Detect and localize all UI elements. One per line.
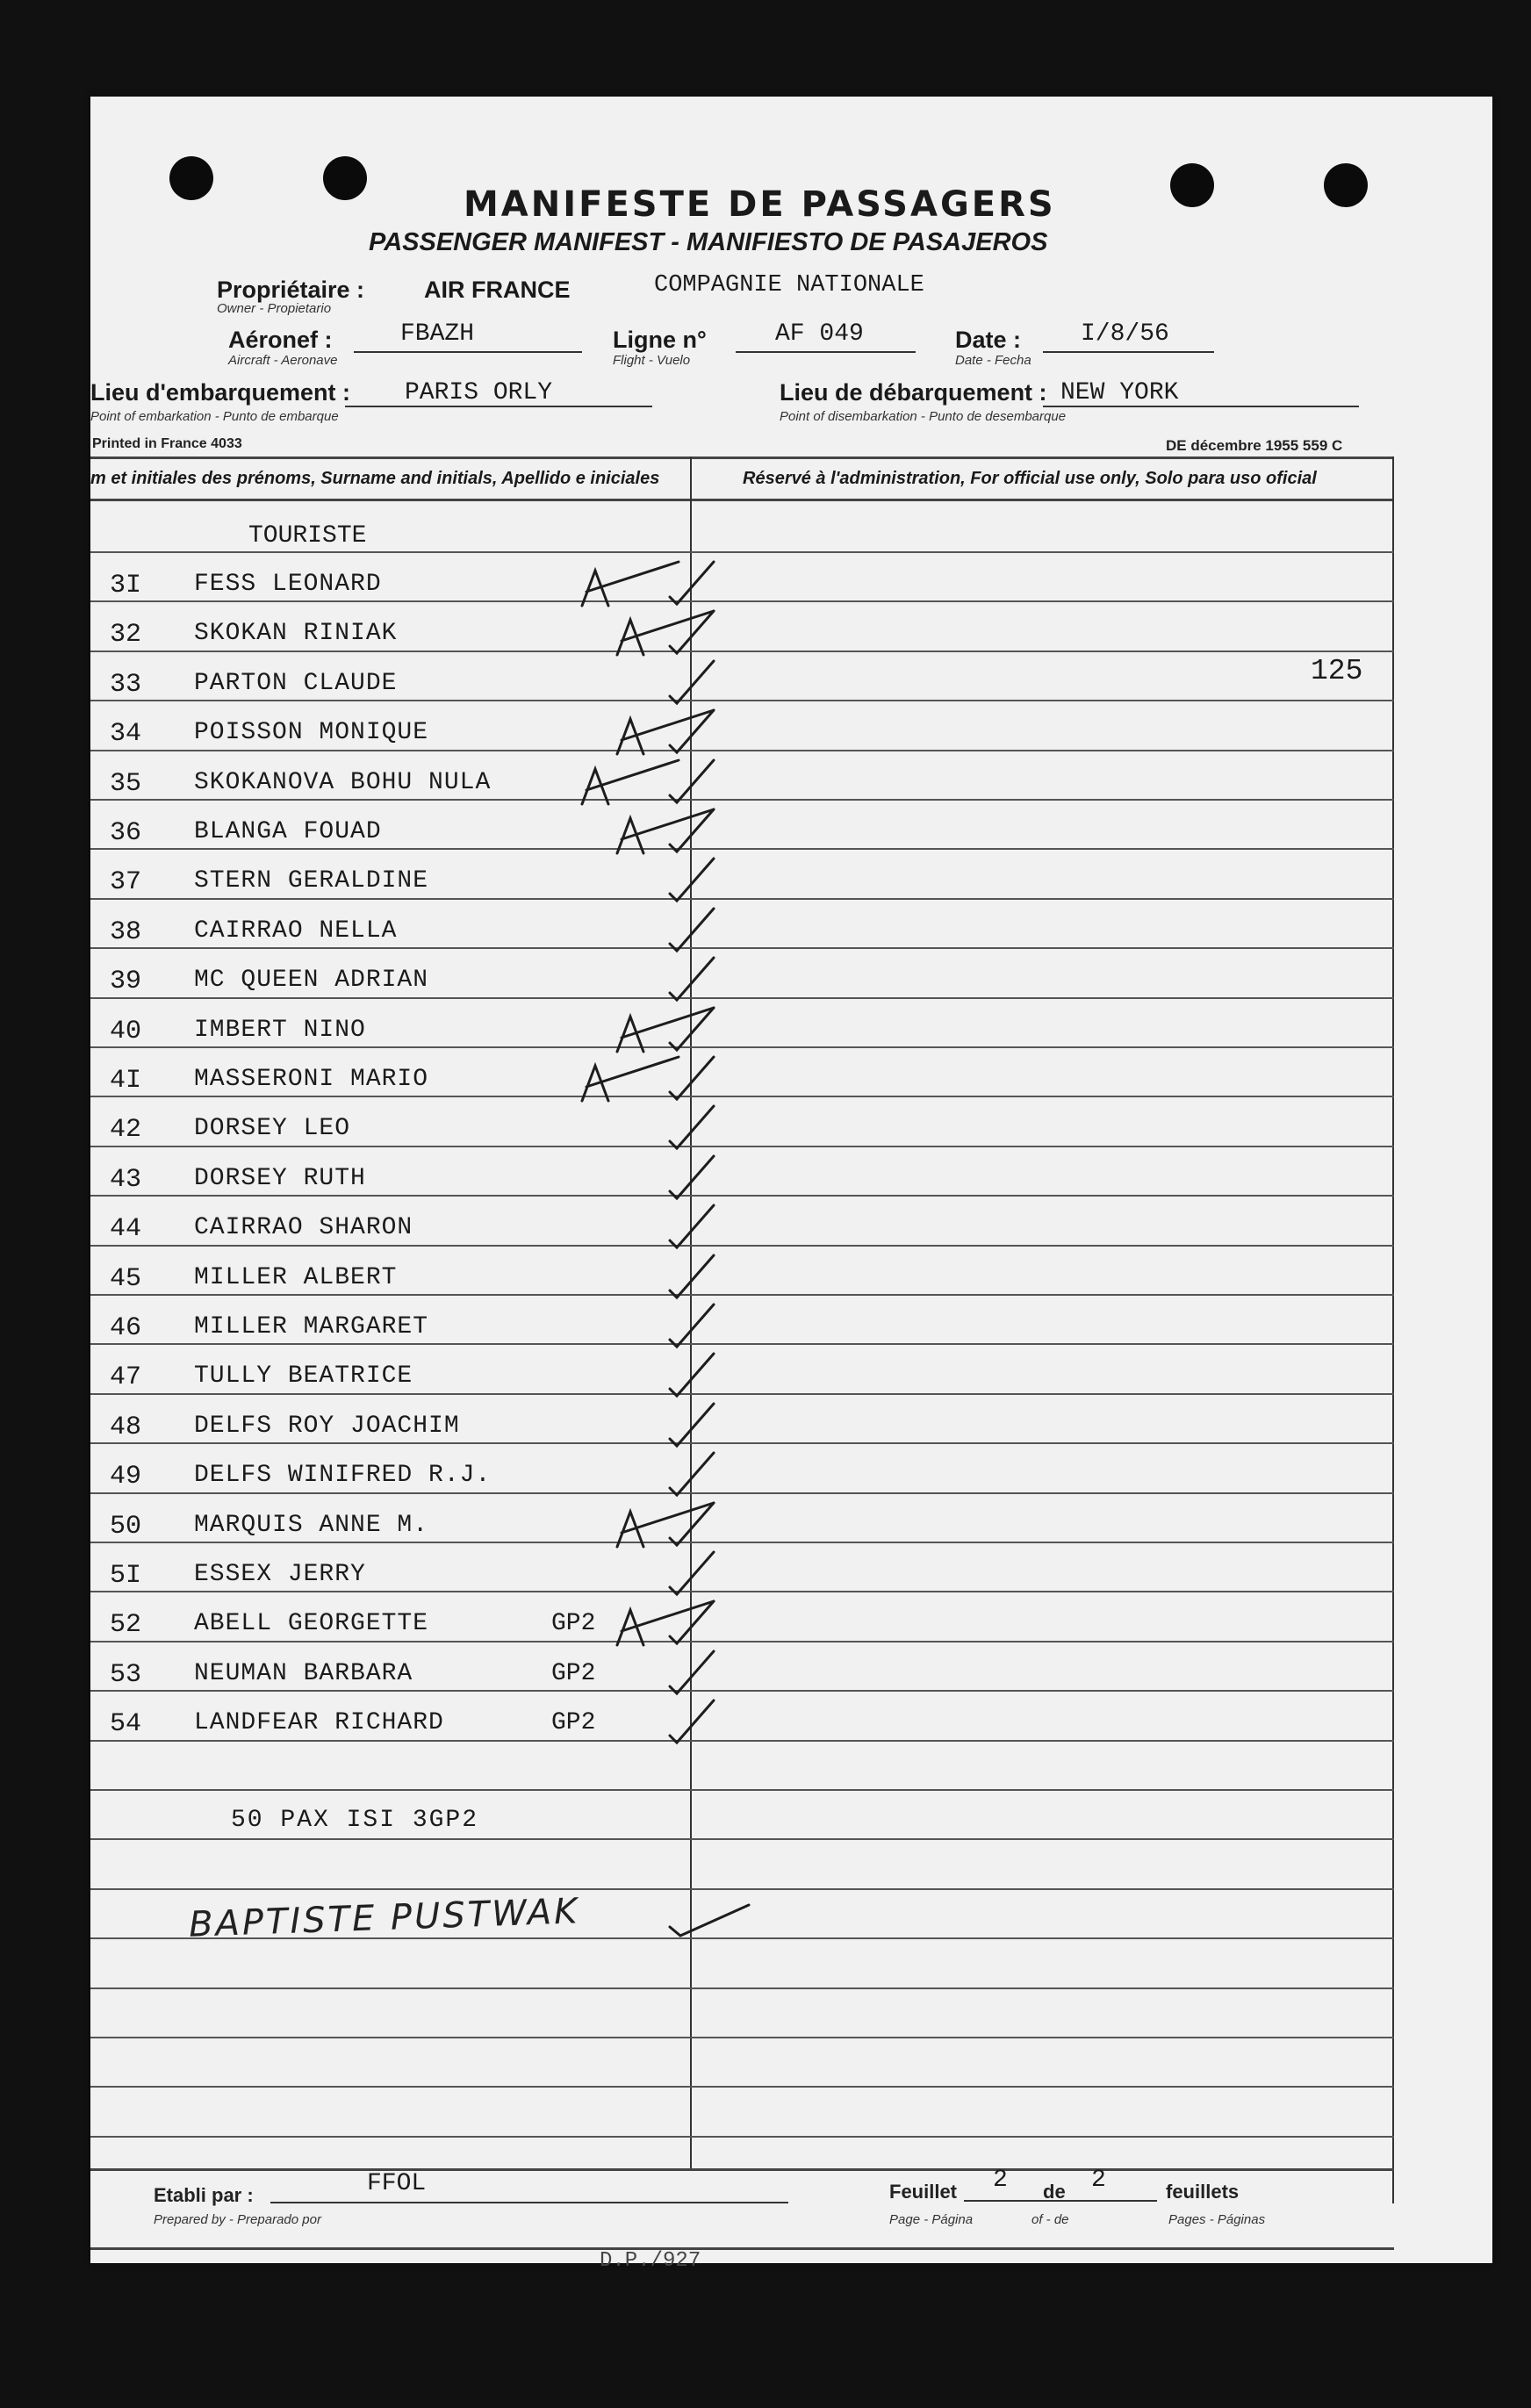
passenger-group: GP2 [551,1709,596,1736]
passenger-number: 46 [110,1313,142,1343]
sheet-sub-page: Page - Página [889,2212,974,2227]
passenger-number: 50 [110,1512,142,1542]
a-mark [617,710,714,754]
check-mark [670,1255,714,1297]
passenger-number: 49 [110,1462,142,1492]
owner-sub: Owner - Propietario [217,301,332,316]
passenger-name: ABELL GEORGETTE [194,1610,429,1637]
a-mark [617,1503,714,1547]
aircraft-value: FBAZH [400,320,475,348]
owner-label: Propriétaire : [217,277,365,303]
a-mark [617,809,714,853]
disembark-label: Lieu de débarquement : [780,379,1047,406]
passenger-name: MARQUIS ANNE M. [194,1512,429,1539]
passenger-number: 39 [110,967,142,996]
prepared-value: FFOL [367,2170,427,2197]
a-mark [582,562,679,606]
check-mark [670,958,714,1000]
form-date-note: DE décembre 1955 559 C [1166,437,1343,454]
passenger-number: 45 [110,1264,142,1294]
check-mark [670,1453,714,1495]
date-label: Date : [955,327,1022,353]
passenger-number: 33 [110,670,142,700]
sheet-sub-pages: Pages - Páginas [1168,2212,1266,2227]
summary-line: 50 PAX ISI 3GP2 [231,1807,479,1834]
column-header-left: m et initiales des prénoms, Surname and initials, Apellido e iniciales [90,469,660,488]
aircraft-label: Aéronef : [228,327,333,353]
handwritten-name: BAPTISTE PUSTWAK [188,1891,581,1945]
passenger-number: 38 [110,917,142,947]
flight-sub: Flight - Vuelo [613,353,691,368]
passenger-name: MASSERONI MARIO [194,1066,429,1093]
passenger-number: 44 [110,1214,142,1244]
passenger-name: STERN GERALDINE [194,867,429,895]
passenger-number: 4I [110,1066,142,1096]
page-subtitle: PASSENGER MANIFEST - MANIFIESTO DE PASAJEROS [369,228,1048,256]
passenger-name: MC QUEEN ADRIAN [194,967,429,994]
passenger-number: 36 [110,818,142,848]
of-label: de [1043,2181,1066,2203]
sheets-label: feuillets [1166,2181,1240,2203]
stamp-number: D.P./927 [600,2249,701,2273]
a-mark [582,760,679,804]
prepared-sub: Prepared by - Preparado por [154,2212,321,2227]
passenger-name: IMBERT NINO [194,1017,366,1044]
owner-typed-value: COMPAGNIE NATIONALE [654,272,924,298]
disembark-sub: Point of disembarkation - Punto de desembarque [780,409,1067,424]
a-mark [582,1057,679,1101]
handwritten-marks [90,97,1492,2263]
aircraft-sub: Aircraft - Aeronave [228,353,338,368]
passenger-number: 40 [110,1017,142,1046]
a-mark [617,1601,714,1645]
passenger-name: MILLER ALBERT [194,1264,398,1291]
page-title: MANIFESTE DE PASSAGERS [464,184,1056,225]
passenger-number: 43 [110,1165,142,1195]
passenger-number: 37 [110,867,142,897]
check-mark [670,1354,714,1396]
passenger-name: PARTON CLAUDE [194,670,398,697]
check-mark [670,1057,714,1099]
sheet-sub-of: of - de [1031,2212,1069,2227]
class-label: TOURISTE [248,522,367,550]
check-mark [670,859,714,901]
passenger-number: 32 [110,620,142,650]
side-number: 125 [1311,655,1363,687]
passenger-name: DORSEY LEO [194,1115,351,1142]
check-mark [670,1305,714,1347]
flight-label: Ligne n° [613,327,707,353]
check-mark [670,1106,714,1148]
column-header-right: Réservé à l'administration, For official use only, Solo para uso oficial [743,469,1317,488]
passenger-name: ESSEX JERRY [194,1561,366,1588]
date-sub: Date - Fecha [955,353,1031,368]
passenger-name: DELFS WINIFRED R.J. [194,1462,492,1489]
passenger-name: CAIRRAO SHARON [194,1214,413,1241]
passenger-name: MILLER MARGARET [194,1313,429,1341]
passenger-name: DORSEY RUTH [194,1165,366,1192]
passenger-number: 54 [110,1709,142,1739]
prepared-label: Etabli par : [154,2184,254,2206]
check-mark [670,661,714,703]
disembark-value: NEW YORK [1060,379,1179,406]
flight-value: AF 049 [775,320,864,348]
passenger-group: GP2 [551,1660,596,1687]
check-mark [670,1156,714,1198]
passenger-name: DELFS ROY JOACHIM [194,1412,460,1440]
passenger-number: 34 [110,719,142,749]
passenger-name: TULLY BEATRICE [194,1362,413,1390]
check-mark [670,909,714,951]
check-mark [670,760,714,802]
sheet-value: 2 [993,2167,1008,2194]
passenger-number: 47 [110,1362,142,1392]
passenger-name: SKOKAN RINIAK [194,620,398,647]
a-mark [617,611,714,655]
passenger-number: 5I [110,1561,142,1591]
check-mark [670,1700,714,1743]
check-mark [670,1651,714,1693]
manifest-sheet [90,97,1492,2273]
sheet-label: Feuillet [889,2181,958,2203]
check-mark [670,1552,714,1594]
check-mark [670,562,714,604]
passenger-name: LANDFEAR RICHARD [194,1709,444,1736]
passenger-name: NEUMAN BARBARA [194,1660,413,1687]
a-mark [617,1008,714,1052]
owner-value: AIR FRANCE [424,277,571,303]
passenger-name: CAIRRAO NELLA [194,917,398,945]
passenger-number: 42 [110,1115,142,1145]
passenger-number: 48 [110,1412,142,1442]
passenger-name: SKOKANOVA BOHU NULA [194,769,492,796]
check-mark [670,1905,749,1936]
embark-value: PARIS ORLY [405,379,553,406]
passenger-number: 53 [110,1660,142,1690]
embark-label: Lieu d'embarquement : [90,379,350,406]
date-value: I/8/56 [1081,320,1169,348]
passenger-number: 52 [110,1610,142,1640]
check-mark [670,1205,714,1247]
passenger-name: POISSON MONIQUE [194,719,429,746]
total-value: 2 [1091,2167,1106,2194]
passenger-name: FESS LEONARD [194,571,382,598]
passenger-group: GP2 [551,1610,596,1637]
check-mark [670,1404,714,1446]
printed-note: Printed in France 4033 [92,436,242,451]
passenger-name: BLANGA FOUAD [194,818,382,845]
passenger-number: 35 [110,769,142,799]
embark-sub: Point of embarkation - Punto de embarque [90,409,339,424]
passenger-number: 3I [110,571,142,600]
